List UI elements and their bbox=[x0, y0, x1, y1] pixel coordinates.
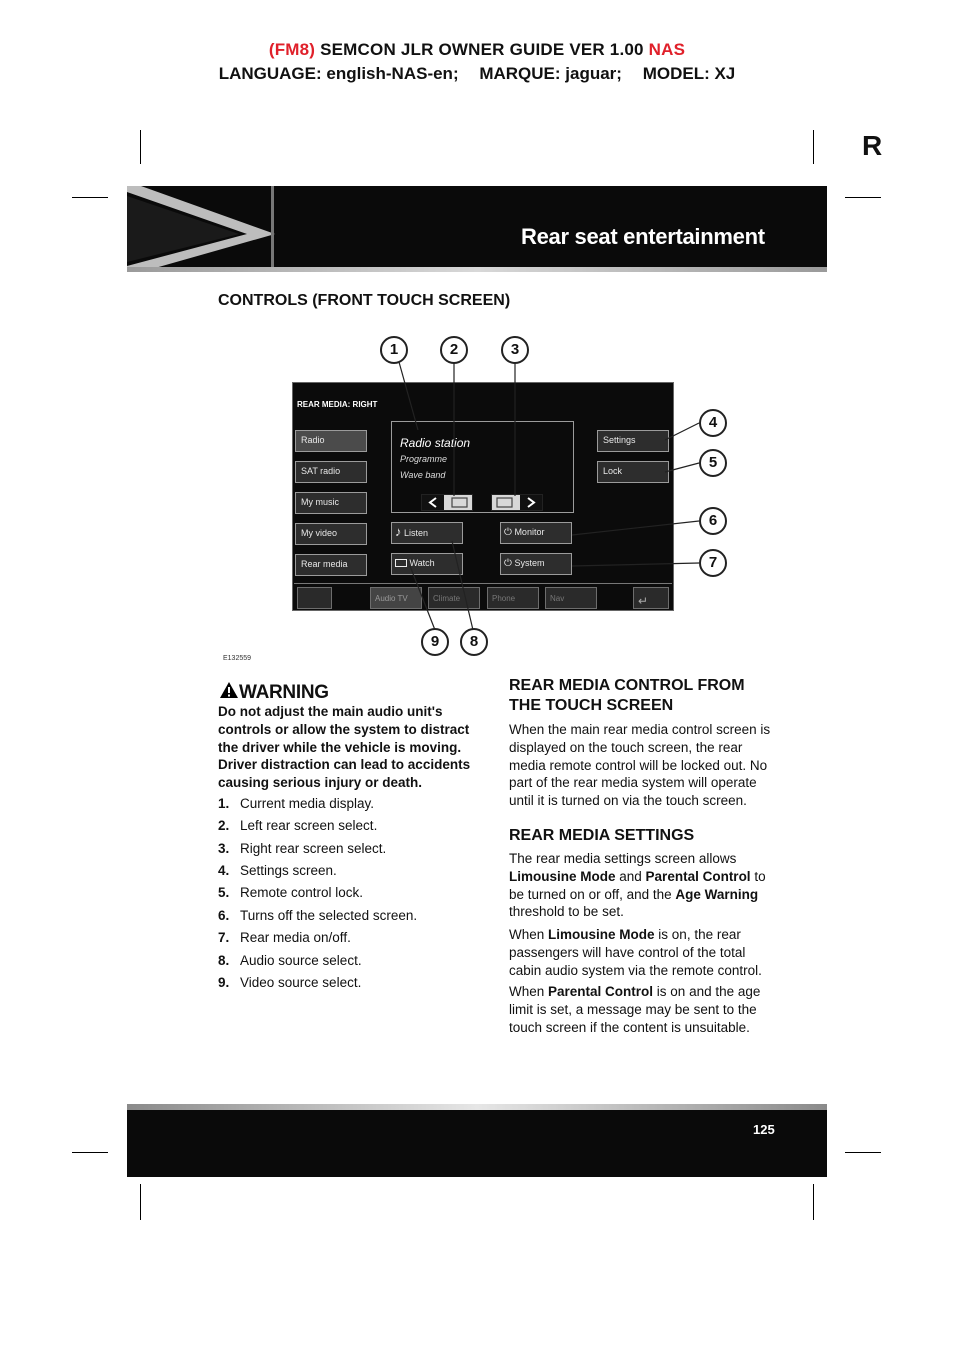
sat-radio-button: SAT radio bbox=[295, 461, 367, 483]
rear-media-control-heading: REAR MEDIA CONTROL FROM THE TOUCH SCREEN bbox=[509, 677, 745, 714]
music-note-icon: ♪ bbox=[395, 524, 402, 539]
guide-title: SEMCON JLR OWNER GUIDE VER 1.00 bbox=[320, 40, 644, 59]
crop-mark bbox=[140, 1184, 141, 1220]
settings-button: Settings bbox=[597, 430, 669, 452]
power-icon: ⏻ bbox=[504, 558, 512, 569]
lock-button: Lock bbox=[597, 461, 669, 483]
footer-rule bbox=[127, 1104, 827, 1110]
list-item: 4. Settings screen. bbox=[218, 863, 337, 878]
callout-2: 2 bbox=[440, 336, 468, 364]
crop-mark bbox=[72, 1152, 108, 1153]
section-letter: R bbox=[862, 130, 883, 161]
radio-button: Radio bbox=[295, 430, 367, 452]
climate-tab: Climate bbox=[428, 587, 480, 609]
marque-label: MARQUE: jaguar; bbox=[479, 64, 622, 83]
region-code: NAS bbox=[648, 40, 686, 59]
warning-text: Do not adjust the main audio unit's controls or allow the system to distract the driver while the vehicle is moving. Driver distraction can lead to accidents causing serious injury or death. bbox=[218, 704, 471, 791]
page-footer bbox=[127, 1104, 827, 1177]
programme-text: Programme bbox=[400, 454, 448, 464]
settings-paragraph-3: When Parental Control is on and the age limit is set, a message may be sent to the touch screen if the content is unsuitable. bbox=[509, 984, 761, 1035]
rear-media-button: Rear media bbox=[295, 554, 367, 576]
list-item: 7. Rear media on/off. bbox=[218, 930, 351, 945]
listen-label: Listen bbox=[404, 528, 429, 538]
callout-1: 1 bbox=[380, 336, 408, 364]
my-music-button: My music bbox=[295, 492, 367, 514]
rear-media-control-text: When the main rear media control screen is displayed on the touch screen, the rear media remote control will be locked out. No part of the rear media system will operate until it is turned on via the touch screen. bbox=[509, 722, 771, 809]
list-item: 6. Turns off the selected screen. bbox=[218, 908, 418, 923]
model-label: MODEL: XJ bbox=[642, 64, 736, 83]
callout-4: 4 bbox=[699, 409, 727, 437]
rear-media-settings-heading: REAR MEDIA SETTINGS bbox=[509, 827, 695, 844]
crop-mark bbox=[845, 1152, 881, 1153]
list-item: 5. Remote control lock. bbox=[218, 885, 364, 900]
callout-7: 7 bbox=[699, 549, 727, 577]
callout-3: 3 bbox=[501, 336, 529, 364]
wave-band-text: Wave band bbox=[400, 470, 446, 480]
list-item: 9. Video source select. bbox=[218, 975, 362, 990]
chapter-title: Rear seat entertainment bbox=[521, 224, 765, 249]
list-item: 1. Current media display. bbox=[218, 796, 375, 811]
radio-station-text: Radio station bbox=[400, 436, 471, 450]
settings-paragraph-2: When Limousine Mode is on, the rear passengers will have control of the total cabin audio system via the remote control. bbox=[509, 927, 762, 978]
watch-label: Watch bbox=[409, 558, 435, 568]
audio-tv-tab: Audio TV bbox=[370, 587, 422, 609]
list-item: 8. Audio source select. bbox=[218, 953, 362, 968]
list-item: 2. Left rear screen select. bbox=[218, 818, 378, 833]
crop-mark bbox=[813, 1184, 814, 1220]
controls-heading: CONTROLS (FRONT TOUCH SCREEN) bbox=[218, 292, 511, 309]
callout-8: 8 bbox=[460, 628, 488, 656]
figure-id: E132559 bbox=[223, 655, 252, 662]
settings-paragraph-1: The rear media settings screen allows Limousine Mode and Parental Control to be turned on or off, and the Age Warning threshold to be set. bbox=[509, 851, 766, 920]
power-icon: ⏻ bbox=[504, 527, 512, 538]
callout-5: 5 bbox=[699, 449, 727, 477]
warning-title: WARNING bbox=[239, 682, 329, 703]
system-label: System bbox=[514, 558, 545, 568]
phone-tab: Phone bbox=[487, 587, 539, 609]
fm-code: (FM8) bbox=[268, 40, 316, 59]
back-arrow-icon: ↵ bbox=[638, 594, 649, 608]
language-label: LANGUAGE: english-NAS-en; bbox=[218, 64, 459, 83]
list-item: 3. Right rear screen select. bbox=[218, 841, 387, 856]
screen-title: REAR MEDIA: RIGHT bbox=[297, 400, 378, 409]
warning-heading bbox=[219, 681, 329, 704]
warning-triangle-icon bbox=[219, 681, 239, 699]
my-video-button: My video bbox=[295, 523, 367, 545]
callout-6: 6 bbox=[699, 507, 727, 535]
callout-9: 9 bbox=[421, 628, 449, 656]
nav-tab: Nav bbox=[545, 587, 597, 609]
page-number: 125 bbox=[753, 1122, 775, 1137]
monitor-label: Monitor bbox=[514, 527, 545, 537]
